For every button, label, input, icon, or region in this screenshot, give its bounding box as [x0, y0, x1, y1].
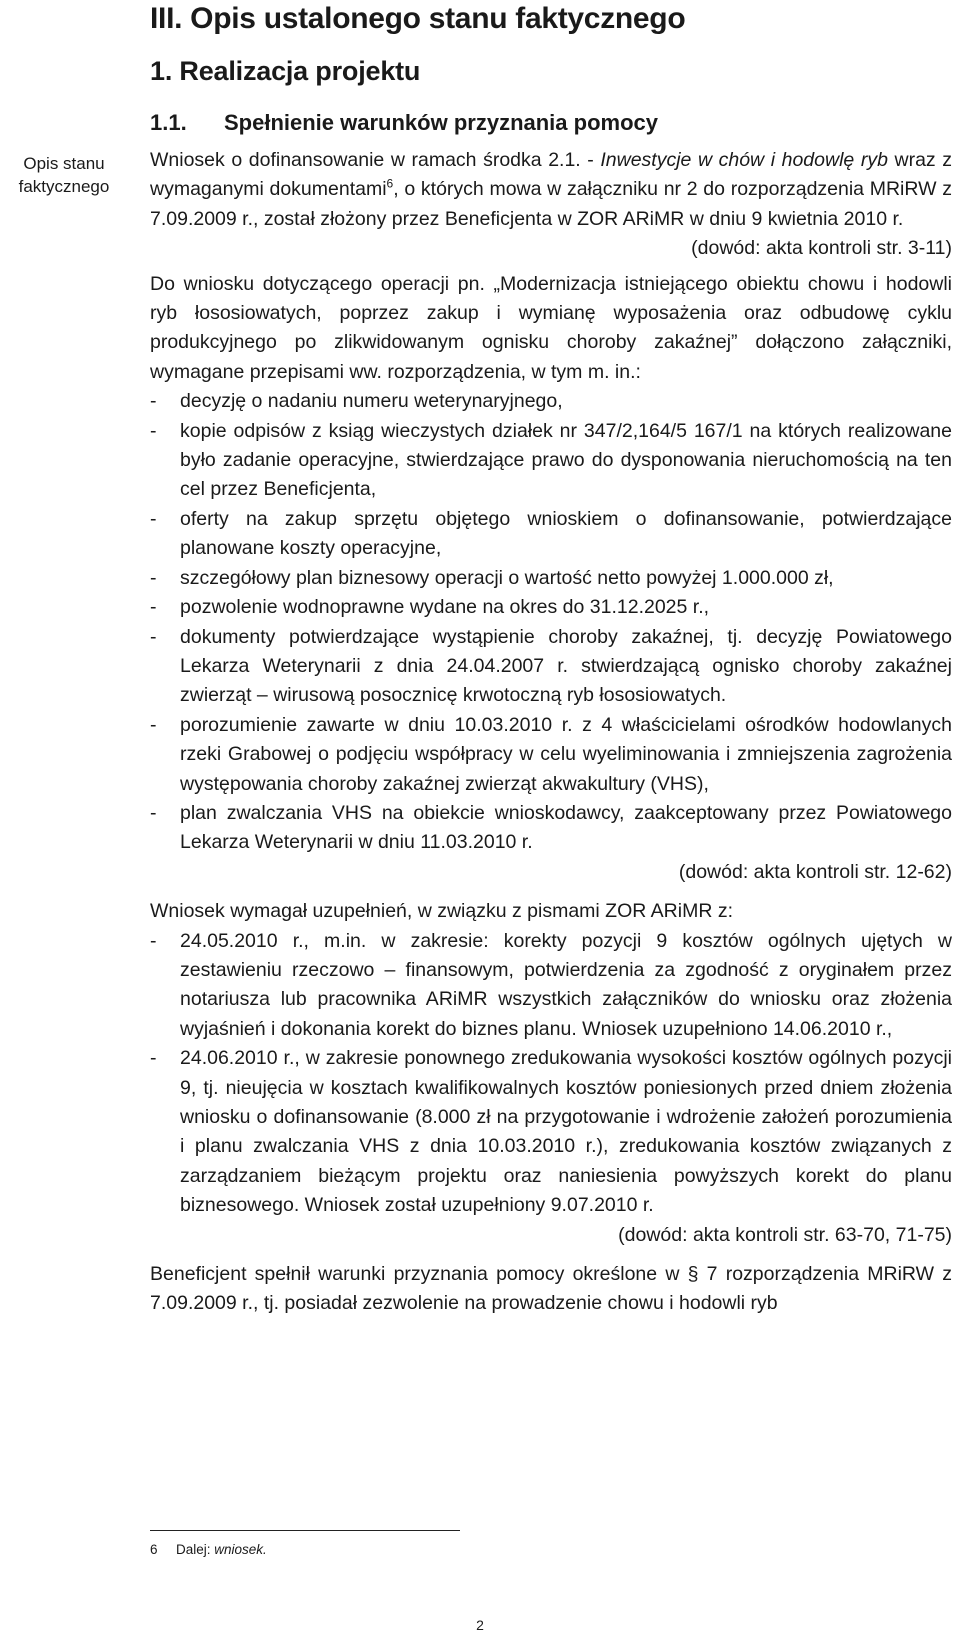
para1-text-c: , o których mowa w załączniku nr 2 do rozporządzenia MRiRW z 7.09.2009 r., został złożony przez Beneficjenta w ZOR ARiMR w dniu 9 kwietnia 2010 r. [150, 178, 952, 230]
body-text [150, 146, 952, 1319]
subsection-heading [150, 110, 658, 136]
evidence-ref-2: (dowód: akta kontroli str. 12-62) [678, 860, 952, 883]
list-item: - dokumenty potwierdzające wystąpienie choroby zakaźnej, tj. decyzję Powiatowego Lekarza Weterynarii z dnia 24.04.2007 r. stwierdzającą ognisko choroby zakaźnej zwierząt – wirusową posocznicę krwotoczną ryb łososiowatych. [150, 623, 952, 711]
list-item: - 24.05.2010 r., m.in. w zakresie: korekty pozycji 9 kosztów ogólnych ujętych w zestawieniu rzeczowo – finansowym, potwierdzenia za zgodność z oryginałem przez notariusza lub pracownika ARiMR wszystkich załączników do wniosku oraz złożenia wyjaśnień i dokonania korekt do biznes planu. Wniosek uzupełniono 14.06.2010 r., [150, 927, 952, 1045]
measure-title: Inwestycje w chów i hodowlę ryb [600, 149, 888, 171]
footnote-label: Dalej: [176, 1542, 215, 1557]
paragraph-supplements: Wniosek wymagał uzupełnień, w związku z pismami ZOR ARiMR z: [150, 900, 734, 923]
para1-text-a: Wniosek o dofinansowanie w ramach środka 2.1. - [150, 149, 601, 171]
list-item: - kopie odpisów z ksiąg wieczystych działek nr 347/2,164/5 167/1 na których realizowane było zadanie operacyjne, stwierdzające prawo do dysponowania nieruchomością na ten cel przez Beneficjenta, [150, 417, 952, 505]
list-item: - plan zwalczania VHS na obiekcie wnioskodawcy, zaakceptowany przez Powiatowego Lekarza Weterynarii w dniu 11.03.2010 r. [150, 799, 952, 858]
list-item: - szczegółowy plan biznesowy operacji o wartość netto powyżej 1.000.000 zł, [150, 564, 952, 593]
footnote-divider [150, 1530, 460, 1531]
evidence-ref-1: (dowód: akta kontroli str. 3-11) [691, 237, 952, 260]
margin-note: Opis stanu faktycznego [18, 154, 110, 196]
paragraph-attachments: Do wniosku dotyczącego operacji pn. „Modernizacja istniejącego obiektu chowu i hodowli ryb łososiowatych, poprzez zakup i wymianę wyposażenia oraz odbudowę cyklu produkcyjnego po zlikwidowanym ognisku choroby zakaźnej” dołączono załączniki, wymagane przepisami ww. rozporządzenia, w tym m. in.: [150, 272, 952, 383]
footnote-term: wniosek. [214, 1542, 267, 1557]
list-item: - pozwolenie wodnoprawne wydane na okres do 31.12.2025 r., [150, 593, 952, 622]
chapter-heading: III. Opis ustalonego stanu faktycznego [150, 2, 686, 35]
footnote-mark: 6 [150, 1542, 158, 1557]
list-item: - 24.06.2010 r., w zakresie ponownego zredukowania wysokości kosztów ogólnych pozycji 9, tj. nieujęcia w kosztach kwalifikowalnych kosztów poniesionych przed dniem złożenia wniosku o dofinansowanie (8.000 zł na przygotowanie i wdrożenie założeń porozumienia i planu zwalczania VHS z dnia 10.03.2010 r.), zredukowania kosztów związanych z zarządzaniem bieżącym projektu oraz naniesienia powyższych korekt do planu biznesowego. Wniosek został uzupełniony 9.07.2010 r. [150, 1044, 952, 1220]
subsection-number: 1.1. [150, 110, 187, 135]
footnote [150, 1542, 267, 1557]
section-heading: 1. Realizacja projektu [150, 56, 421, 86]
attachments-list [150, 387, 952, 858]
paragraph-conditions: Beneficjent spełnił warunki przyznania pomocy określone w § 7 rozporządzenia MRiRW z 7.09.2009 r., tj. posiadał zezwolenie na prowadzenie chowu i hodowli ryb [150, 1263, 952, 1315]
list-item: - decyzję o nadaniu numeru weterynaryjnego, [150, 387, 952, 416]
page-number: 2 [476, 1617, 484, 1633]
evidence-ref-3: (dowód: akta kontroli str. 63-70, 71-75) [618, 1223, 952, 1246]
subsection-title: Spełnienie warunków przyznania pomocy [224, 110, 658, 135]
footnote-ref: 6 [386, 176, 394, 191]
list-item: - oferty na zakup sprzętu objętego wnioskiem o dofinansowanie, potwierdzające planowane koszty operacyjne, [150, 505, 952, 564]
supplements-list [150, 927, 952, 1221]
list-item: - porozumienie zawarte w dniu 10.03.2010 r. z 4 właścicielami ośrodków hodowlanych rzeki Grabowej o podjęciu współpracy w celu wyeliminowania i zmniejszenia zagrożenia występowania choroby zakaźnej zwierząt akwakultury (VHS), [150, 711, 952, 799]
paragraph-application [150, 146, 952, 234]
para1-text-b: wraz z wymaganymi dokumentami [150, 149, 952, 201]
